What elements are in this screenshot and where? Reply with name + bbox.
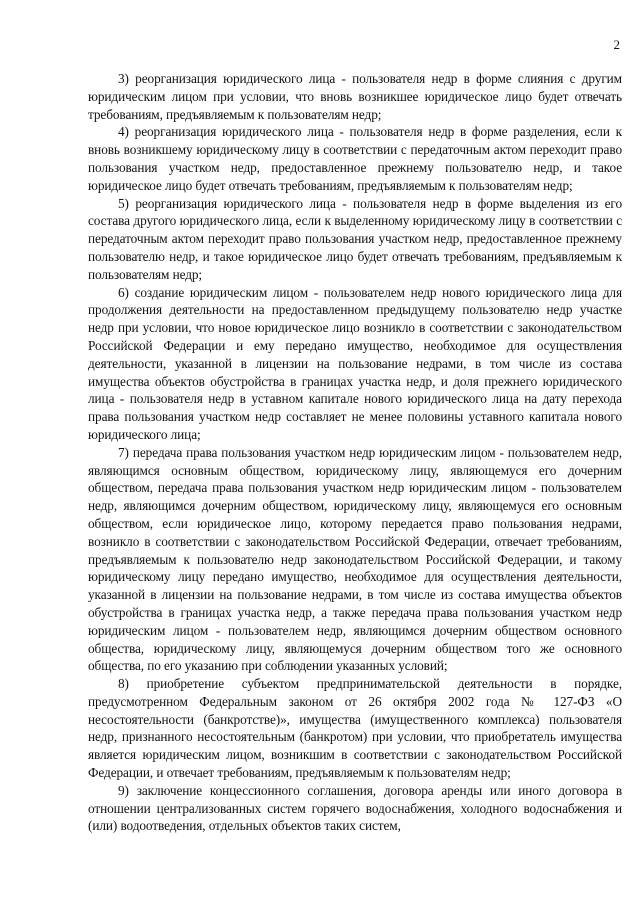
paragraph-item-6: 6) создание юридическим лицом - пользователем недр нового юридического лица для продолжения деятельности на предоставленном предыдущему пользователю недр участке недр при условии, что новое юридическое лицо возникло в соответствии с законодательством Российской Федерации и ему передано имущество, необходимое для осуществления деятельности, указанной в лицензии на пользование недрами, в том числе из состава имущества объектов обустройства в границах участка недр, и доля прежнего юридического лица - пользователя недр в уставном капитале нового юридического лица на дату перехода права пользования участком недр составляет не менее половины уставного капитала нового юридического лица; <box>88 284 622 442</box>
paragraph-item-5: 5) реорганизация юридического лица - пользователя недр в форме выделения из его состава другого юридического лица, если к выделенному юридическому лицу в соответствии с передаточным актом переходит право пользования участком недр, предоставленное прежнему пользователю недр, и такое юридическое лицо будет отвечать требованиям, предъявляемым к пользователям недр; <box>88 195 622 282</box>
page-number: 2 <box>613 37 620 52</box>
paragraph-item-9: 9) заключение концессионного соглашения, договора аренды или иного договора в отношении централизованных систем горячего водоснабжения, холодного водоснабжения и (или) водоотведения, отдельных объектов таких систем, <box>88 782 622 834</box>
paragraph-item-3: 3) реорганизация юридического лица - пользователя недр в форме слияния с другим юридическим лицом при условии, что вновь возникшее юридическое лицо будет отвечать требованиям, предъявляемым к пользователям недр; <box>88 71 622 122</box>
document-body <box>88 70 622 835</box>
paragraph-item-4: 4) реорганизация юридического лица - пользователя недр в форме разделения, если к вновь возникшему юридическому лицу в соответствии с передаточным актом переходит право пользования участком недр, предоставленное прежнему пользователю недр, и такое юридическое лицо будет отвечать требованиям, предъявляемым к пользователям недр; <box>88 124 622 193</box>
paragraph-item-8: 8) приобретение субъектом предпринимательской деятельности в порядке, предусмотренном Федеральным законом от 26 октября 2002 года № 127-ФЗ «О несостоятельности (банкротстве)», имущества (имущественного комплекса) пользователя недр, признанного несостоятельным (банкротом) при условии, что приобретатель имущества является юридическим лицом, возникшим в соответствии с законодательством Российской Федерации, и отвечает требованиям, предъявляемым к пользователям недр; <box>88 676 622 781</box>
paragraph-item-7: 7) передача права пользования участком недр юридическим лицом - пользователем недр, являющимся основным обществом, юридическому лицу, являющемуся его дочерним обществом, передача права пользования участком недр юридическим лицом - пользователем недр, являющимся дочерним обществом, юридическому лицу, являющемуся его основным обществом, если юридическое лицо, которому передается право пользования недрами, возникло в соответствии с законодательством Российской Федерации, отвечает требованиям, предъявляемым к пользователю недр законодательством Российской Федерации, и такому юридическому лицу передано имущество, необходимое для осуществления деятельности, указанной в лицензии на пользование недрами, в том числе из состава имущества объектов обустройства в границах участка недр, а также передача права пользования участком недр юридическим лицом - пользователем недр, являющимся дочерним обществом основного общества, юридическому лицу, являющемуся дочерним обществом того же основного общества, по его указанию при соблюдении указанных условий; <box>88 444 622 674</box>
